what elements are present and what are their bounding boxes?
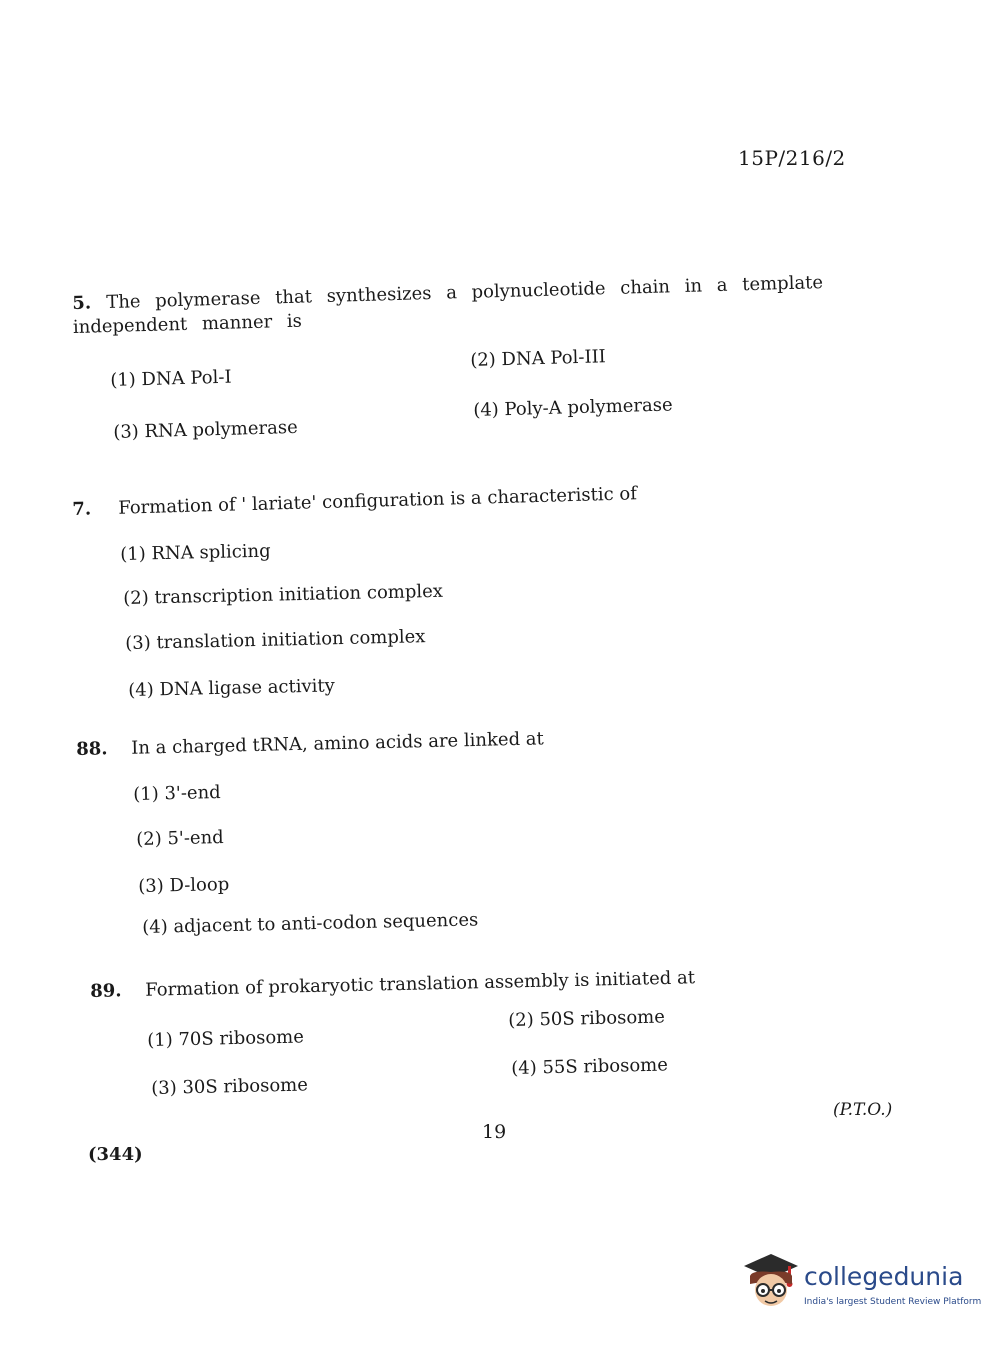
- option-4: (4) Poly-A polymerase: [473, 394, 673, 421]
- option-4: (4) 55S ribosome: [511, 1054, 669, 1079]
- question-text: Formation of prokaryotic translation assembly is initiated at: [145, 967, 696, 1001]
- option-1: (1) DNA Pol-I: [110, 366, 232, 391]
- question-text: Formation of ' lariate' configuration is a characteristic of: [118, 483, 638, 519]
- question-text: In a charged tRNA, amino acids are linked at: [131, 728, 545, 759]
- option-4: (4) adjacent to anti-codon sequences: [142, 909, 479, 938]
- option-3: (3) 30S ribosome: [151, 1074, 309, 1099]
- option-1: (1) RNA splicing: [120, 540, 271, 565]
- collegedunia-watermark: [742, 1250, 982, 1320]
- option-3: (3) D-loop: [138, 873, 230, 897]
- question-number: 89.: [90, 980, 122, 1002]
- option-1: (1) 70S ribosome: [147, 1026, 305, 1051]
- option-2: (2) DNA Pol-III: [470, 346, 607, 371]
- question-number: 5.: [72, 292, 92, 314]
- option-4: (4) DNA ligase activity: [128, 675, 336, 701]
- brand-tagline: India's largest Student Review Platform: [804, 1297, 982, 1307]
- option-2: (2) transcription initiation complex: [123, 580, 444, 609]
- pto-label: (P.T.O.): [833, 1100, 893, 1120]
- option-2: (2) 5'-end: [136, 827, 224, 850]
- page-number: 19: [482, 1121, 507, 1143]
- option-3: (3) RNA polymerase: [113, 416, 298, 443]
- paper-code: 15P/216/2: [738, 146, 846, 170]
- question-7: [72, 481, 692, 522]
- question-89: [90, 965, 770, 1004]
- graduate-mascot-icon: [742, 1250, 800, 1312]
- question-5: [72, 270, 863, 340]
- brand-name: collegedunia: [804, 1262, 964, 1291]
- question-88: [76, 725, 636, 762]
- option-2: (2) 50S ribosome: [508, 1006, 666, 1031]
- question-text: The polymerase that synthesizes a polynucleotide chain in a template independent manner is: [72, 272, 824, 338]
- question-number: 7.: [72, 498, 92, 520]
- option-3: (3) translation initiation complex: [125, 626, 426, 654]
- option-1: (1) 3'-end: [133, 782, 221, 805]
- question-number: 88.: [76, 738, 108, 760]
- set-number: (344): [88, 1144, 143, 1165]
